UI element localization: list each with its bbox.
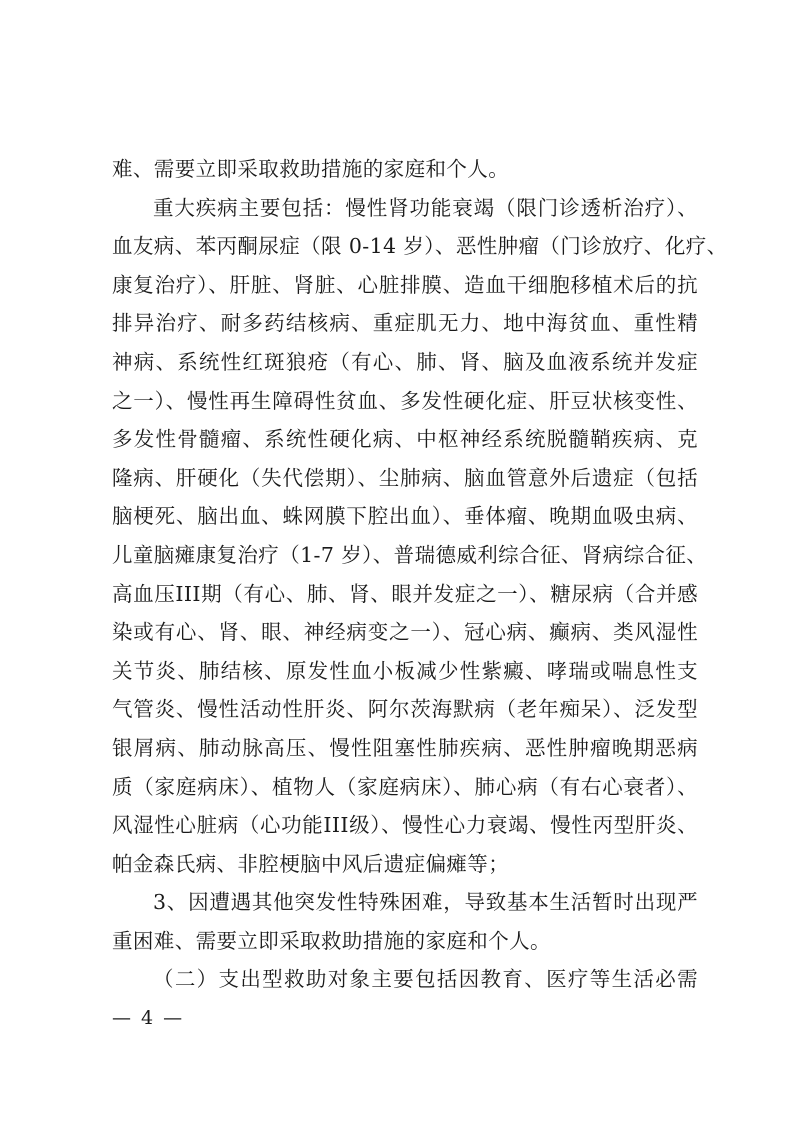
text-line: 之一）、慢性再生障碍性贫血、多发性硬化症、肝豆状核变性、 bbox=[112, 388, 698, 413]
text-line: （二）支出型救助对象主要包括因教育、医疗等生活必需 bbox=[153, 967, 698, 992]
text-line: 难、需要立即采取救助措施的家庭和个人。 bbox=[112, 157, 510, 181]
text-line: 质（家庭病床）、植物人（家庭病床）、肺心病（有右心衰者）、 bbox=[112, 774, 698, 799]
text-line: 关节炎、肺结核、原发性血小板减少性紫癜、哮瑞或喘息性支 bbox=[112, 658, 698, 683]
text-line: 多发性骨髓瘤、系统性硬化病、中枢神经系统脱髓鞘疾病、克 bbox=[112, 427, 698, 452]
text-line: 脑梗死、脑出血、蛛网膜下腔出血）、垂体瘤、晚期血吸虫病、 bbox=[112, 504, 698, 529]
text-line: 血友病、苯丙酮尿症（限 0-14 岁）、恶性肿瘤（门诊放疗、化疗、 bbox=[112, 234, 728, 259]
text-line: 银屑病、肺动脉高压、慢性阻塞性肺疾病、恶性肿瘤晚期恶病 bbox=[112, 735, 698, 760]
text-line: 排异治疗、耐多药结核病、重症肌无力、地中海贫血、重性精 bbox=[112, 311, 698, 336]
text-line: 高血压III期（有心、肺、肾、眼并发症之一）、糖尿病（合并感 bbox=[112, 581, 698, 606]
text-line: 儿童脑瘫康复治疗（1-7 岁）、普瑞德威利综合征、肾病综合征、 bbox=[112, 542, 708, 567]
text-line: 染或有心、肾、眼、神经病变之一）、冠心病、癫病、类风湿性 bbox=[112, 620, 698, 645]
text-line: 气管炎、慢性活动性肝炎、阿尔茨海默病（老年痴呆）、泛发型 bbox=[112, 697, 698, 722]
text-line: 重困难、需要立即采取救助措施的家庭和个人。 bbox=[112, 928, 551, 953]
text-line: 神病、系统性红斑狼疮（有心、肺、肾、脑及血液系统并发症 bbox=[112, 349, 698, 374]
text-line: 康复治疗）、肝脏、肾脏、心脏排膜、造血干细胞移植术后的抗 bbox=[112, 272, 698, 297]
page-number: — 4 — bbox=[112, 1007, 185, 1029]
text-line: 帕金森氏病、非腔梗脑中风后遗症偏瘫等； bbox=[112, 851, 510, 876]
body-text bbox=[112, 150, 728, 999]
text-line: 重大疾病主要包括：慢性肾功能衰竭（限门诊透析治疗）、 bbox=[153, 195, 698, 220]
text-line: 3、因遭遇其他突发性特殊困难，导致基本生活暂时出现严 bbox=[153, 890, 698, 915]
text-line: 风湿性心脏病（心功能III级）、慢性心力衰竭、慢性丙型肝炎、 bbox=[112, 813, 698, 838]
text-line: 隆病、肝硬化（失代偿期）、尘肺病、脑血管意外后遗症（包括 bbox=[112, 465, 698, 490]
